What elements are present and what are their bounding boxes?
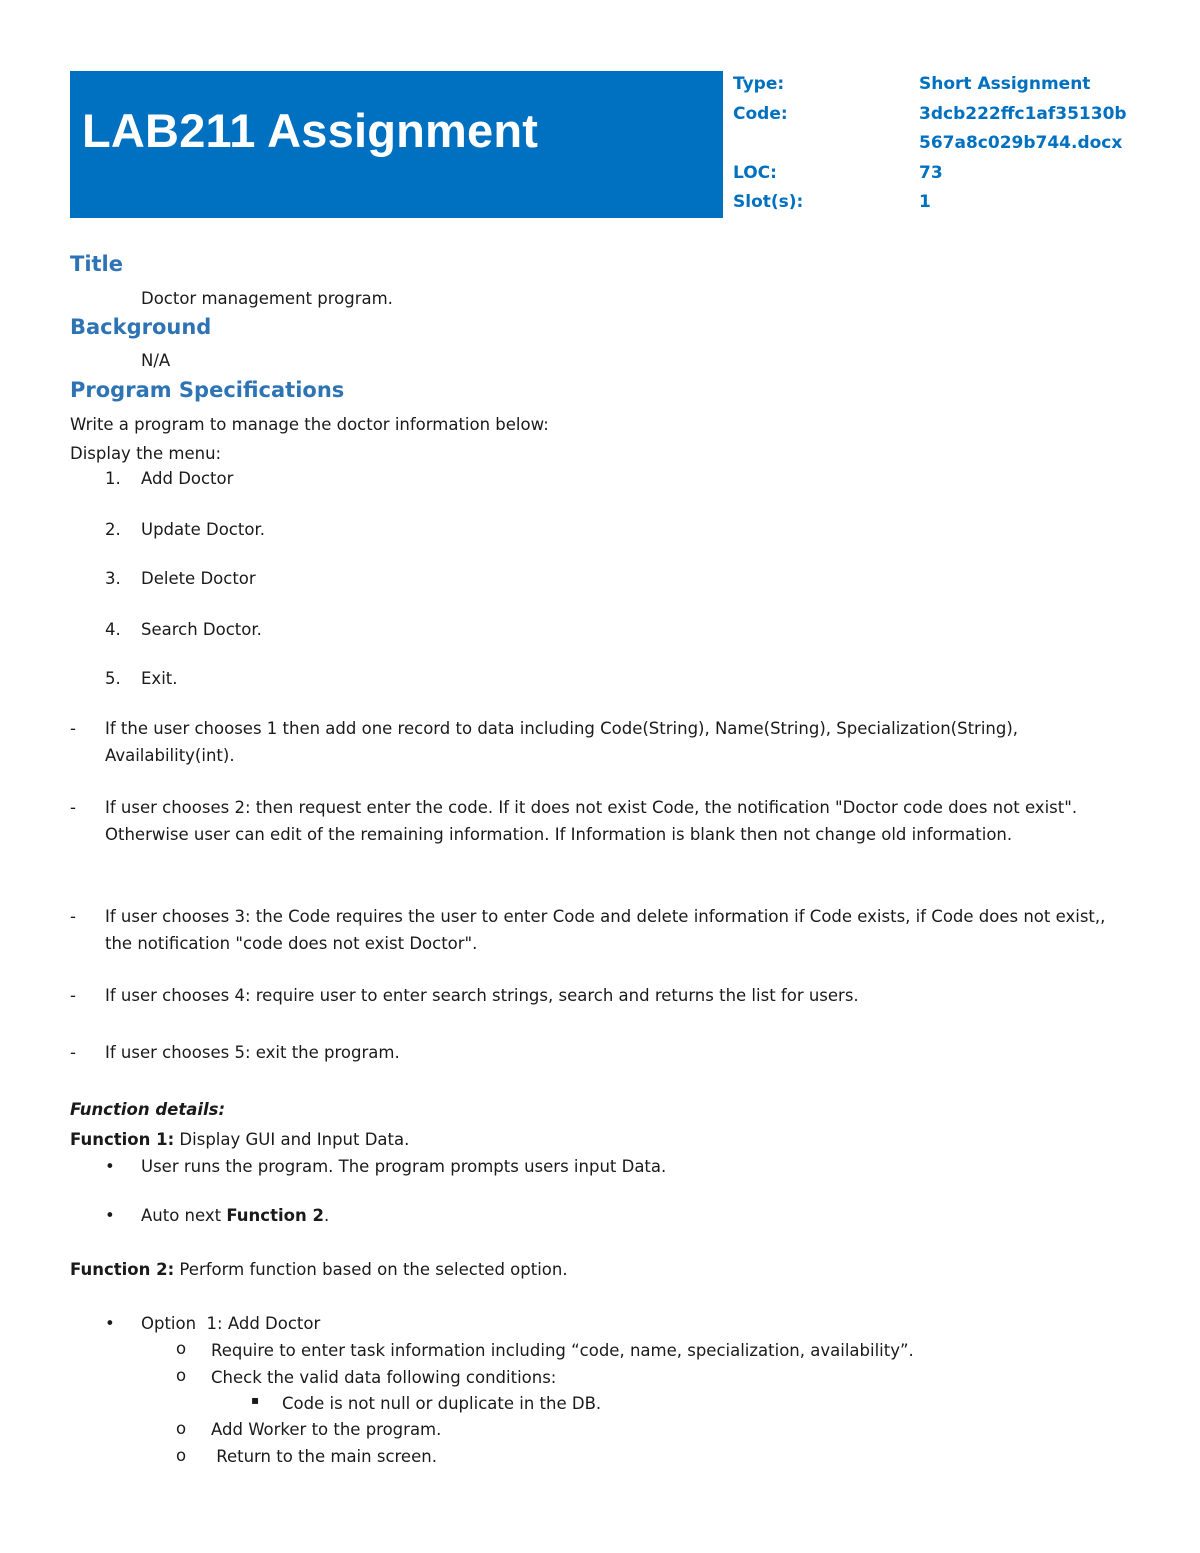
function-1-label: Function 1: <box>70 1130 175 1149</box>
meta-value: 567a8c029b744.docx <box>919 133 1123 153</box>
meta-row-loc <box>733 163 1133 193</box>
rule-paragraph: If the user chooses 1 then add one record to data including Code(String), Name(String), Specialization(String), Availability(int). <box>105 719 1019 765</box>
menu-number: 5. <box>105 669 121 688</box>
dash-bullet: - <box>70 719 76 738</box>
auto-next-text: Auto next <box>141 1206 227 1225</box>
meta-key: Slot(s): <box>733 192 804 212</box>
square-bullet-icon: ▪ <box>251 1393 260 1407</box>
function-1-text: Display GUI and Input Data. <box>174 1130 410 1149</box>
menu-number: 4. <box>105 620 121 639</box>
document-meta <box>733 74 1133 222</box>
meta-value: 3dcb222ffc1af35130b <box>919 103 1127 124</box>
meta-key: Type: <box>733 74 785 94</box>
meta-value: Short Assignment <box>919 74 1091 94</box>
sub-item: Return to the main screen. <box>211 1447 437 1466</box>
sub-item: Add Worker to the program. <box>211 1420 442 1439</box>
meta-row-code <box>733 104 1133 134</box>
function-1-bullet-2 <box>141 1202 329 1229</box>
option-1: Option 1: Add Doctor <box>141 1314 321 1333</box>
menu-number: 1. <box>105 469 121 488</box>
bullet-icon: • <box>105 1314 115 1333</box>
function-2-text: Perform function based on the selected option. <box>174 1260 568 1279</box>
sub-item: Check the valid data following conditions: <box>211 1368 557 1387</box>
header-banner <box>70 71 723 218</box>
background-heading: Background <box>70 315 212 339</box>
function-1-line <box>70 1126 409 1153</box>
dash-bullet: - <box>70 907 76 926</box>
bullet-icon: • <box>105 1157 115 1176</box>
sub-sub-item: Code is not null or duplicate in the DB. <box>282 1394 602 1413</box>
rule-paragraph: If user chooses 5: exit the program. <box>105 1043 400 1062</box>
menu-item: Exit. <box>141 669 178 688</box>
meta-value: 1 <box>919 192 931 212</box>
menu-item: Search Doctor. <box>141 620 262 639</box>
meta-row-slots <box>733 192 1133 222</box>
meta-row-type <box>733 74 1133 104</box>
function-1-bullet: User runs the program. The program prompts users input Data. <box>141 1157 667 1176</box>
spec-intro: Write a program to manage the doctor information below: <box>70 415 549 434</box>
rule-paragraph: If user chooses 2: then request enter the code. If it does not exist Code, the notification "Doctor code does not exist". Otherwise user can edit of the remaining information. If Information is blank then not change old information. <box>105 798 1078 844</box>
function-2-label: Function 2: <box>70 1260 175 1279</box>
o-bullet-icon: o <box>176 1339 187 1358</box>
dash-bullet: - <box>70 986 76 1005</box>
menu-item: Update Doctor. <box>141 520 265 539</box>
title-heading: Title <box>70 252 124 276</box>
o-bullet-icon: o <box>176 1419 187 1438</box>
function-2-line <box>70 1256 568 1283</box>
meta-row-code-cont <box>733 133 1133 163</box>
auto-next-suffix: . <box>323 1206 330 1225</box>
background-body: N/A <box>141 351 171 370</box>
rule-paragraph: If user chooses 4: require user to enter search strings, search and returns the list for users. <box>105 986 859 1005</box>
o-bullet-icon: o <box>176 1366 187 1385</box>
menu-item: Add Doctor <box>141 469 234 488</box>
bullet-icon: • <box>105 1206 115 1225</box>
menu-number: 2. <box>105 520 121 539</box>
spec-heading: Program Specifications <box>70 378 345 402</box>
document-title: LAB211 Assignment <box>82 104 539 157</box>
spec-menu-intro: Display the menu: <box>70 444 222 463</box>
o-bullet-icon: o <box>176 1446 187 1465</box>
menu-number: 3. <box>105 569 121 588</box>
meta-key: Code: <box>733 103 788 124</box>
dash-bullet: - <box>70 798 76 817</box>
sub-item: Require to enter task information including “code, name, specialization, availability”. <box>211 1341 914 1360</box>
dash-bullet: - <box>70 1043 76 1062</box>
meta-key: LOC: <box>733 162 777 183</box>
function-details-label: Function details: <box>70 1100 226 1119</box>
auto-next-function: Function 2 <box>226 1206 324 1225</box>
rule-paragraph: If user chooses 3: the Code requires the user to enter Code and delete information if Code exists, if Code does not exist,, the notification "code does not exist Doctor". <box>105 907 1106 953</box>
title-body: Doctor management program. <box>141 289 393 308</box>
meta-value: 73 <box>919 162 943 183</box>
menu-item: Delete Doctor <box>141 569 256 588</box>
